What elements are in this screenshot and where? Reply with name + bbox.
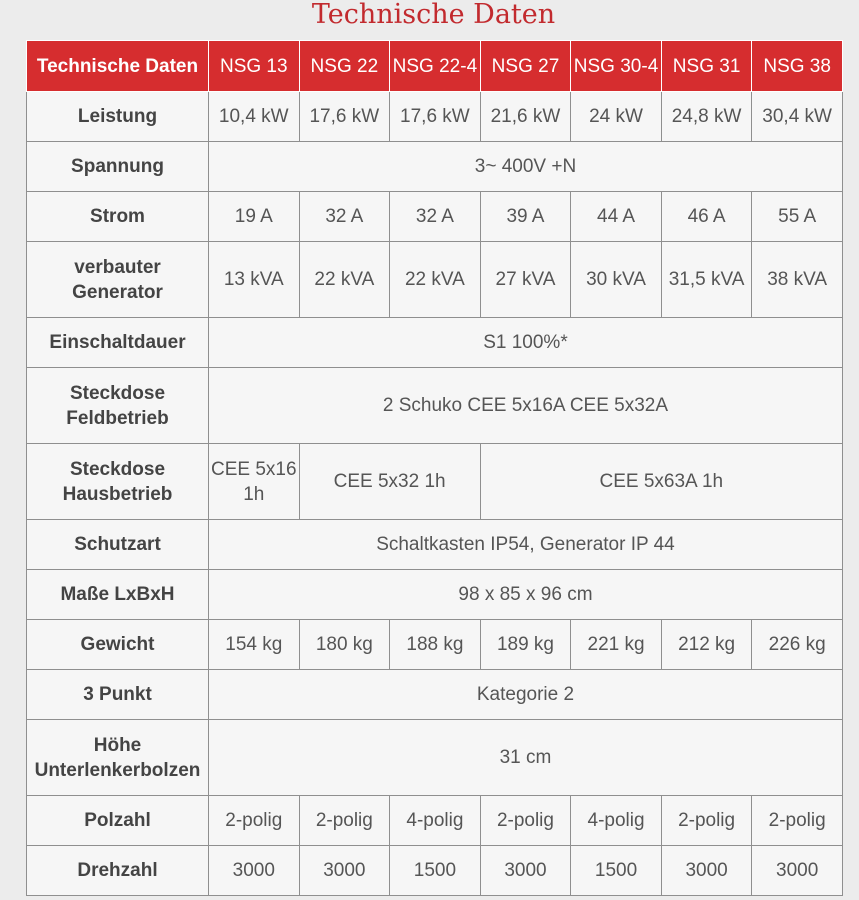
table-cell: 44 A bbox=[571, 192, 662, 242]
table-cell: CEE 5x32 1h bbox=[299, 444, 480, 520]
page-title: Technische Daten bbox=[311, 0, 556, 30]
table-cell: 1500 bbox=[571, 846, 662, 896]
column-header: NSG 30-4 bbox=[571, 41, 662, 92]
table-row bbox=[27, 620, 843, 670]
table-cell: 17,6 kW bbox=[299, 92, 390, 142]
table-cell: 4-polig bbox=[571, 796, 662, 846]
table-cell: 30 kVA bbox=[571, 242, 662, 318]
table-cell: 189 kg bbox=[480, 620, 571, 670]
row-label: Gewicht bbox=[27, 620, 209, 670]
column-header: NSG 27 bbox=[480, 41, 571, 92]
table-cell: 1500 bbox=[390, 846, 481, 896]
row-label: verbauter Generator bbox=[27, 242, 209, 318]
table-row bbox=[27, 796, 843, 846]
table-cell: 2-polig bbox=[661, 796, 752, 846]
table-cell: 4-polig bbox=[390, 796, 481, 846]
table-cell: 3000 bbox=[480, 846, 571, 896]
row-label: Höhe Unterlenkerbolzen bbox=[27, 720, 209, 796]
table-cell: 27 kVA bbox=[480, 242, 571, 318]
table-cell: 2-polig bbox=[752, 796, 843, 846]
table-cell: Schaltkasten IP54, Generator IP 44 bbox=[209, 520, 843, 570]
column-header: NSG 13 bbox=[209, 41, 300, 92]
table-cell: 2-polig bbox=[480, 796, 571, 846]
table-cell: 32 A bbox=[390, 192, 481, 242]
row-label: Steckdose Hausbetrieb bbox=[27, 444, 209, 520]
row-label: Maße LxBxH bbox=[27, 570, 209, 620]
row-label: Spannung bbox=[27, 142, 209, 192]
row-label: Drehzahl bbox=[27, 846, 209, 896]
table-cell: 3000 bbox=[299, 846, 390, 896]
table-cell: Kategorie 2 bbox=[209, 670, 843, 720]
header-row bbox=[27, 41, 843, 92]
table-cell: CEE 5x16 1h bbox=[209, 444, 300, 520]
table-cell: 13 kVA bbox=[209, 242, 300, 318]
table-cell: CEE 5x63A 1h bbox=[480, 444, 842, 520]
table-cell: 46 A bbox=[661, 192, 752, 242]
table-cell: 3000 bbox=[209, 846, 300, 896]
table-row bbox=[27, 192, 843, 242]
row-label: 3 Punkt bbox=[27, 670, 209, 720]
table-cell: 188 kg bbox=[390, 620, 481, 670]
table-cell: 24 kW bbox=[571, 92, 662, 142]
table-row bbox=[27, 444, 843, 520]
specs-table bbox=[26, 40, 843, 896]
table-row bbox=[27, 570, 843, 620]
table-cell: 55 A bbox=[752, 192, 843, 242]
table-cell: 39 A bbox=[480, 192, 571, 242]
table-cell: 98 x 85 x 96 cm bbox=[209, 570, 843, 620]
table-cell: 24,8 kW bbox=[661, 92, 752, 142]
row-label: Schutzart bbox=[27, 520, 209, 570]
table-cell: 3~ 400V +N bbox=[209, 142, 843, 192]
table-cell: 22 kVA bbox=[299, 242, 390, 318]
table-cell: 154 kg bbox=[209, 620, 300, 670]
column-header: NSG 31 bbox=[661, 41, 752, 92]
table-cell: 19 A bbox=[209, 192, 300, 242]
table-row bbox=[27, 846, 843, 896]
column-header: NSG 22 bbox=[299, 41, 390, 92]
row-label: Strom bbox=[27, 192, 209, 242]
table-cell: 212 kg bbox=[661, 620, 752, 670]
table-row bbox=[27, 242, 843, 318]
table-row bbox=[27, 318, 843, 368]
table-cell: 30,4 kW bbox=[752, 92, 843, 142]
table-cell: 21,6 kW bbox=[480, 92, 571, 142]
table-cell: 32 A bbox=[299, 192, 390, 242]
row-label: Leistung bbox=[27, 92, 209, 142]
table-row bbox=[27, 92, 843, 142]
table-cell: 221 kg bbox=[571, 620, 662, 670]
table-cell: 17,6 kW bbox=[390, 92, 481, 142]
table-cell: 38 kVA bbox=[752, 242, 843, 318]
table-cell: 3000 bbox=[661, 846, 752, 896]
table-cell: 180 kg bbox=[299, 620, 390, 670]
table-row bbox=[27, 720, 843, 796]
table-cell: 22 kVA bbox=[390, 242, 481, 318]
row-label: Polzahl bbox=[27, 796, 209, 846]
column-header: NSG 38 bbox=[752, 41, 843, 92]
table-row bbox=[27, 520, 843, 570]
table-cell: 2-polig bbox=[209, 796, 300, 846]
row-label: Einschaltdauer bbox=[27, 318, 209, 368]
table-cell: 226 kg bbox=[752, 620, 843, 670]
table-row bbox=[27, 368, 843, 444]
table-cell: S1 100%* bbox=[209, 318, 843, 368]
column-header: NSG 22-4 bbox=[390, 41, 481, 92]
table-row bbox=[27, 670, 843, 720]
table-cell: 31,5 kVA bbox=[661, 242, 752, 318]
table-cell: 31 cm bbox=[209, 720, 843, 796]
column-header: Technische Daten bbox=[27, 41, 209, 92]
table-cell: 2 Schuko CEE 5x16A CEE 5x32A bbox=[209, 368, 843, 444]
table-cell: 10,4 kW bbox=[209, 92, 300, 142]
row-label: Steckdose Feldbetrieb bbox=[27, 368, 209, 444]
table-cell: 2-polig bbox=[299, 796, 390, 846]
table-row bbox=[27, 142, 843, 192]
table-cell: 3000 bbox=[752, 846, 843, 896]
